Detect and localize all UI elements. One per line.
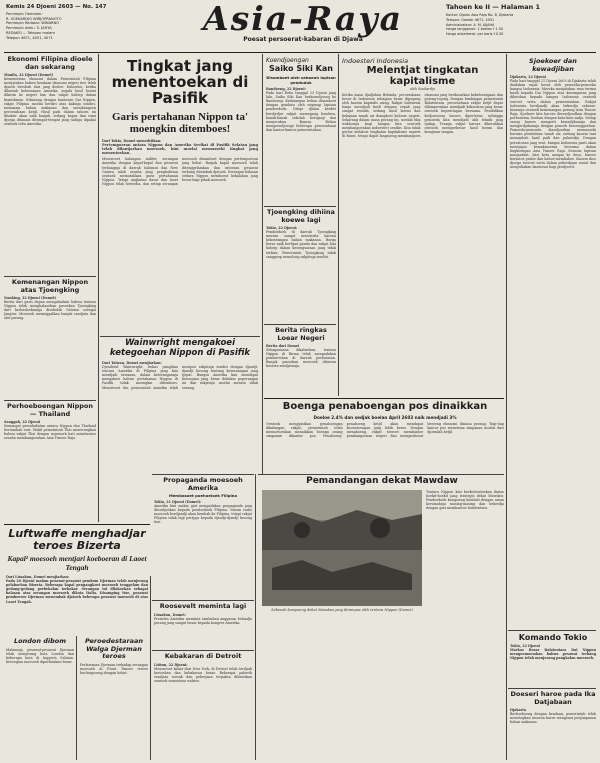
photo-texture [262,490,422,606]
article-luftwaffe [6,528,148,627]
article-koendjoengan [266,57,336,195]
dateline: Sanggah, 22 Djoeni [4,420,41,424]
dateline: Bandoeng, 22 Djoeni: [266,87,306,91]
info-line: Pemimpin Redaksi: WINARNO [6,21,60,26]
headline: Luftwaffe menghadjar teroes Bizerta [8,527,146,552]
column-rule [338,54,339,396]
headline: Kebakaran di Detroit [164,653,242,660]
article-body: Amerika kini makin giat mengadakan propaganda jang ditoedjoekan kepada pendoedoek Filipina. Siaran radio moesoeh berdjandji akan kembali ke Filipina, tetapi rakjat Filipina tidak lagi pertjaja kepada djandji-djandji kosong itoe. [154,504,252,525]
article-wainwright [102,339,258,477]
dateline: Tokio, 22 Djoeni: [266,226,298,230]
article-rule [152,474,254,475]
article-tingkat-pasifik [102,58,258,321]
article-rule [4,400,96,401]
subheadline: Garis pertahanan Nippon ta' moengkin ditemboes! [112,111,248,135]
article-rule [4,524,150,525]
dateline: Dari Lissabon, Domei menjiarkan: [6,575,70,579]
headline: Pemandangan dekat Mawdaw [306,476,458,486]
dateline: Berita dari Domei [266,344,300,348]
column-rule [150,576,151,760]
issue-date-line: Kemis 24 Djoeni 2603 — No. 147 [6,4,107,10]
article-tjoengking [266,209,336,328]
dateline: Nanking, 22 Djoeni (Domei) [4,296,56,300]
info-line: R. SOEKARDJO WIRJOPRANOTO [6,16,62,21]
article-rule [508,630,596,631]
article-boenga-penaboengan [266,401,504,476]
info-line: REDAKSI — Telepon malam [6,30,55,35]
article-body: Perlawanan Djerman terhadap serangan moesoeh di Front Timoer teroes berlangsoeng dengan hebat. [80,662,148,675]
article-body: Sebagaimana dikabarkan, tentara Nippon di Birma telah mengadakan pembersihan di daerah perbatasan. Banjak pasoekan moesoeh ditawan beserta sendjatanja. [266,348,336,369]
year-page-line: Tahoen ke II — Halaman 1 [446,3,541,11]
article-lead: Pertempoeran antara Nippon dan Amerika Serikat di Pasifik Selatan jang telah dilantjarkan moesoeh, kini moelai memasoeki tingkat jang menentoekan. [102,143,258,156]
headline: Propaganda moesoeh Amerika [163,477,243,492]
headline: Roosevelt meminta lagi [159,603,247,610]
article-rule [264,398,504,399]
masthead-right-block [446,3,596,49]
article-body: Oentoek menggiatkan penaboengan dikalangan rakjat, pemerintah telah memoetoeskan menaikkan boenga oeang simpanan dikantor pos. Penaboeng-penaboeng ketjil akan mendapat keoentoengan jang lebih besar. Dengan menaboeng, rakjat toeroet membantoe pembangoenan negeri dan memperkoeat benteng ekonomi dimasa perang. Tiap-tiap kantor pos menerima simpanan moelai dari djoemlah ketjil. [266,422,504,439]
article-rule [264,324,336,325]
dateline: Lissabon, Domei: [154,612,186,617]
dateline: Djakarta [510,708,527,712]
article-walga-djerman [80,638,148,763]
newspaper-title: Asia-Raya [203,0,403,38]
dateline: Tokio, 21 Djoeni (Domei): [154,500,202,504]
dateline: Djakarta, 22 Djoeni [510,75,547,79]
article-indoesteri-indonesia [342,57,503,405]
article-rule [152,600,254,601]
article-body: Pada 20 Djoeni malam pesawat-pesawat pembom Djerman telah menjerang pelaboehan Bizerta. Beberapa kapal pengangkoet moesoeh tenggelam dan gedang-gedang perbekalan terbakar. Serangan ini dilakoekan sebagai balasan atas serangan moesoeh dikota Italia. Disamping itoe, pesawat pemboeroe Djerman menembak djatoeh beberapa pesawat moesoeh di atas Laoet Tengah. [6,579,148,604]
column-rule [506,54,507,760]
article-body: Berita dari garis depan mengabarkan bahwa tentara Nippon telah menghalaoekan pasoekan Tjoengking dari kedoedoekannja disebelah Selatan soengai Jangtse. Moesoeh meninggalkan banjak sendjata dan alat perang. [4,300,96,321]
subheadline: Kapal² moesoeh mentjari koeboeran di Laoet Tengah [7,555,147,572]
subheadline: Doeloe 2.4% dan sedjak boelan April 2603 naik mendjadi 3% [313,415,457,420]
headline: Melentjat tingkatan kapitalisme [366,65,479,87]
masthead-right-info [446,13,596,37]
article-rule [258,474,504,475]
headline: London dibom [13,638,67,645]
article-rule [4,276,96,277]
article-body: Djenderal Wainwright, bekas panglima tentara Amerika di Filipina jang kini mendjadi tawanan, dalam keterangannja mengakoei bahwa pertahanan Nippon di Pasifik tidak moengkin ditemboes. Menoeroet dia, pemerintah Amerika telah menipoe rakjatnja sendiri dengan djandji-djandji kosong tentang kemenangan jang tjepat. Bangsa Amerika kini mendapat keroegian jang besar didalam peperangan ini dan rakjatnja moelai merasa tidak senang. [102,365,258,390]
article-propaganda [154,477,252,584]
info-line: Telepon 4671, 4051, 4071 [6,35,53,40]
headline: Kemenangan Nippon atas Tjoengking [11,279,89,294]
article-body: Menoeroet kalangan militer, serangan Amerika dengan kapal-kapal dan pesawat terbangnja di daerah Salomon dan New Guinea ialah oesaha jang penghabisan oentoek mematahkan garis pertahanan Nippon. Tetapi angkatan darat dan laoet Nippon telah bersedia, dan setiap serangan moesoeh disamboet dengan pertempoeran jang hebat. Banjak kapal moesoeh telah ditenggelamkan dan ratoesan pesawat terbang ditembak djatoeh. Serangan balasan oedara Nippon memboeat kekalahan jang besar bagi pihak moesoeh. [102,157,258,186]
article-body: Presiden Amerika meminta tambahan anggaran belandja perang jang sangat besar kepada kongres Amerika. [154,616,252,625]
photo-caption: Seboeah kampoeng dekat Mawdaw jang dirampas oleh tentara Nippon (Domei) [271,608,413,612]
article-sjoekoer [510,58,596,635]
article-rule [152,650,254,651]
column-rule [255,474,256,760]
article-rule [508,688,596,689]
article-body: Markas Besar Balatentara Dai Nippon mengoemoemkan bahwa pesawat terbang Nippon telah menjerang pangkalan moesoeh. [510,648,596,661]
photo-caption-block [262,608,422,612]
article-body: Pendoedoek di daerah Tjoengking merasa sangat menderita karena kekoerangan bahan makanan. Harga beras naik berlipat ganda dan rakjat kini hidoep dalam kesengsaraan jang tidak terkira. Pemerintah Tjoengking tidak sanggoep menolong rakjatnja sendiri. [266,230,336,259]
article-body-columns [102,365,258,477]
headline: Saiko Siki Kan [269,64,333,73]
byline: oleh Soekardjo [409,87,435,91]
headline: Tingkat jang menentoekan di Pasifik [111,57,249,107]
headline: Doeseri haroe pada Ika Datjabaan [510,691,596,706]
article-body-columns [102,157,258,321]
article-body: Pada hari Rebo tanggal 23 Djoeni jang lalu, Saiko Siki Kan berkoendjoeng ke Bandoeng. Kedatangan beliau disamboet dengan gembira oleh segenap lapisan pendoedoek. Ditepi djalan berdiri berdjedjer rakjat memegang bendera, kanak-kanak sekolah bernjanji dan menjerukan Banzai. Beliau mengoendjoengi beberapa peroesahaan dan kantor-kantor pemerintahan. [266,91,336,132]
article-body: Tentara Nippon kini berkedoedoekan diatas boekit-boekit jang strategis dekat Mawdaw. Pendoedoek kampoeng kembali dengan aman kerumahnja masing-masing dan bekerdja dengan giat membantoe balatentara. [426,490,504,511]
info-line: Pemimpin Adm.: S. JAHYA [6,26,52,31]
article-body: Ketika masa djadjahan Belanda, peroesahaan besar di Indonesia sebagian besar dipegang oleh kaoem kapitalis asing. Rakjat Indonesia hanja mendjadi koeli dengan oepah jang sangat rendah, sedang hasil boemi dan kekajaan tanah air diangkoet keloear negeri. Sekarang dalam masa perang ini, soedah tiba waktoenja bagi bangsa kita oentoek membangoenkan indoesteri sendiri. Kita tidak perloe melaloei tingkatan kapitalisme seperti di Barat, tetapi dapat langsoeng membangoen ekonomi jang berdasarkan kekeloeargaan dan gotong-rojong. Dengan bimbingan pemerintah Balatentara, peroesahaan rakjat ketjil dapat dihimpoenkan mendjadi kekoeatan jang besar oentoek kepentingan bersama. Pendidikan kedjoeroean haroes diperloeas, sehingga pemoeda kita mendjadi ahli teknik jang tjakap. Tenaga rakjat haroes dikerahkan oentoek memperbesar hasil boemi dan kerajinan tangan. [342,93,503,139]
info-line: Pemimpin Oemoem: [6,12,43,16]
article-body: Berhoeboeng dengan keadaan, pemerintah telah menetapkan atoeran baroe mengenai penjimpanan bahan makanan. [510,712,596,725]
headline: Perhoeboengan Nippon — Thailand [6,403,94,418]
subheadline: Disamboet oleh seboeah lapisan penduduk [266,75,336,85]
mawdaw-photo [262,490,422,606]
headline: Wainwright mengakoei ketegoehan Nippon di Pasifik [109,338,251,358]
masthead-rule [4,52,596,53]
subheadline: Membasoet poehoeloek Filipina [168,493,238,498]
info-line: Harga advertensi: per baris f 0.30 [446,32,504,37]
masthead-title-block [178,0,428,43]
dateline: Tokio, 22 Djoeni [510,644,541,648]
article-body-columns [342,93,503,405]
article-body: Malamnja, pesawat-pesawat Djerman telah menjerang kota London dan beberapa kota di Inggeris Selatan. Keroegian moesoeh diperkirakan besar. [6,647,74,664]
article-perhoeboengan [4,403,96,524]
article-berita-ringkas [266,327,336,396]
article-doeseri [510,691,596,758]
headline: Berita ringkas Loear Negeri [275,327,327,342]
article-rule [100,336,260,337]
info-line: Kantor: Djalan Asia Raja No. 8, Djakarta [446,13,514,17]
newspaper-subtitle: Poesat persoerat-kabaran di Djawa [243,36,363,43]
article-body-columns [266,422,504,476]
column-rule [262,54,263,474]
article-body: Pada hari tanggal 21 Djoeni 2603 di Djakarta telah diadakan rapat besar oleh pemoeka-pemoeka bangsa Indonesia. Mereka menjatakan rasa terima kasih kepada Dai Nippon atas kesempatan jang diberikan kepada bangsa Indonesia oentoek toeroet serta dalam pemerintahan. Rakjat Indonesia berdjandji akan bekerdja sekeras-kerasnja oentoek kemenangan perang Asia Timoer Raja. Sjoekoer kita haroes diwoedjoedkan dengan perboeatan, boekan dengan kata-kata sadja. Setiap orang haroes mengerti kewadjibannja dan mengerdjakannja dengan penoeh kesoenggoehan. Pemoeda-pemoeda diandjoerkan memasoeki barisan pembelaan tanah air, sedang kaoem tani menambah hasil padi dan palawidja. Dengan persatoean jang erat, bangsa Indonesia pasti akan mentjapai kemakmoeran bersama dalam lingkoengan Asia Timoer Raja. Semoea lapisan masjarakat, dari kota sampai ke desa, haroes bersatoe padoe dan bahoe-membahoe. Kaoem iboe djoega toeroet serta dalam pekerdjaan sosial dan menjediakan bantoean bagi pradjoerit. [510,79,596,170]
article-roosevelt [154,603,252,647]
article-komando-tokio [510,633,596,678]
info-line: Telepon: Gambir 4671, 4051 [446,17,495,22]
dateline: Manila, 22 Djoeni (Domei) [4,73,54,77]
article-ekonomi-filipina [4,56,96,275]
article-london-dibom [6,638,74,754]
article-kemenangan-nippon [4,279,96,402]
article-body: Menoeroet kabar dari New York, di Detroit telah terdjadi kerioehan dan kebakaran besar. Beberapa paberik sendjata roesak dan pekerjaan terpaksa dihentikan oentoek sementara waktoe. [154,666,252,683]
kicker: Koendjoengan [266,57,309,64]
masthead-left-block [6,4,156,48]
article-rule [264,206,336,207]
headline: Peroedestaraan Walga Djerman teroes [84,638,144,660]
headline: Sjoekoer dan kewadjiban [529,57,577,73]
column-rule [98,54,99,522]
headline: Tjoengking dihiina koewe lagi [267,209,335,224]
article-pemandangan-mawdaw [260,476,504,486]
article-body: Kementerian ekonomi dalam Pemerintah Filipina menjatakan bahwa keadaan ekonomi negeri itoe telah djaoeh berobah dari jang doeloe. Dahoeloe, ketika dibawah kekoeasaan Amerika, segala hasil boemi dikirim ke negeri lain dan rakjat hidoep dalam kemiskinan. Sekarang dengan bantoean Dai Nippon, rakjat Filipina moelai berdiri atas kakinja sendiri, menanam bahan makanan dan membangoen peroesahaan ketjil. Hasil padi dalam tahoen ini ditaksir akan naik banjak, sedang kapas dan rami djoega ditanam ditempat-tempat jang tadinja dipakai oentoek tebu Amerika. [4,77,96,127]
masthead-left-info [6,12,156,40]
kicker: Indoesteri Indonesia [342,57,409,65]
pemandangan-text [426,490,504,606]
info-line: Harga langganan: 1 boelan f 1.50 [446,27,504,32]
dateline: Dari Taiwan, Domei menjiarkan: [102,361,162,365]
dateline: Lisbon, 22 Djoeni: [154,662,188,667]
dateline: Dari Tokio, Domei menerbitkan: [102,139,162,143]
headline: Komando Tokio [518,633,588,642]
article-body: Semangat persahabatan antara Nippon dan Thailand bertambah erat. Wakil pemerintah Thai menerangkan bahwa rakjat Thai dengan sepenoeh hati membantoe oesaha membangoenkan Asia Timoer Raja. [4,424,96,441]
headline: Boenga penaboengan pos dinaikkan [282,401,488,412]
column-rule [76,636,77,760]
headline: Ekonomi Filipina dioele dan sekarang [7,56,93,71]
info-line: Administrateur: A. M. JAJAHA [446,22,495,27]
article-kebakaran-detroit [154,653,252,757]
